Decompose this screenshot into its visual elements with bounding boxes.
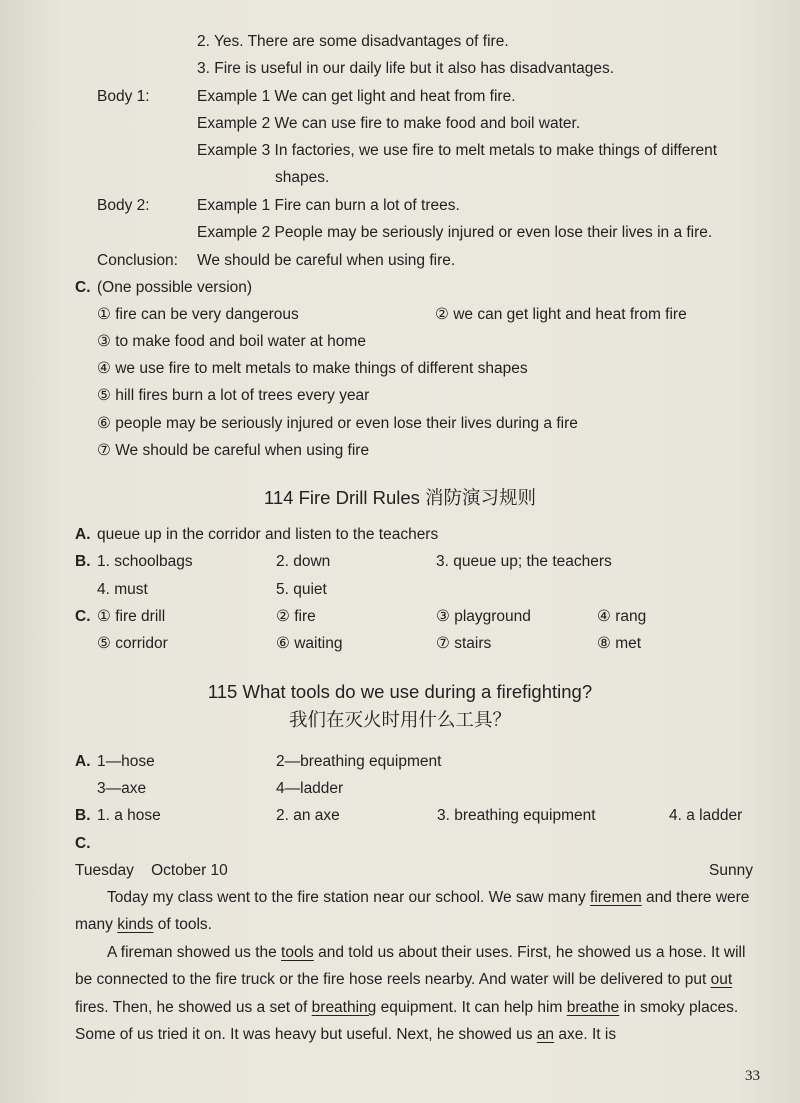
body2-example1: Example 1 Fire can burn a lot of trees. (197, 197, 460, 214)
s114-c-label: C. (75, 608, 91, 625)
s114-c-item-1: ① fire drill (97, 608, 166, 625)
part-c-label: C. (75, 279, 91, 296)
blank-breathing: breathing (311, 998, 377, 1016)
s114-c-item-2: ② fire (276, 608, 316, 625)
section-114-title: 114 Fire Drill Rules 消防演习规则 (263, 487, 537, 508)
s114-c-item-3: ③ playground (436, 608, 531, 625)
s115-c-label: C. (75, 835, 91, 852)
section-115-subtitle: 我们在灭火时用什么工具？ (288, 709, 511, 730)
s115-a-item-2: 2—breathing equipment (276, 753, 442, 770)
s115-b-label: B. (75, 807, 91, 824)
s115-a-item-1: 1—hose (97, 753, 155, 770)
s114-c-item-6: ⑥ waiting (276, 635, 343, 652)
s114-b-label: B. (75, 553, 91, 570)
s115-b-item-1: 1. a hose (97, 807, 161, 824)
s115-b-item-3: 3. breathing equipment (437, 807, 596, 824)
s114-c-item-7: ⑦ stairs (436, 635, 492, 652)
part-c-item-4: ④ we use fire to melt metals to make things of different shapes (97, 360, 528, 377)
thesis-line-3: 3. Fire is useful in our daily life but it also has disadvantages. (197, 60, 615, 77)
s115-b-item-2: 2. an axe (276, 807, 340, 824)
blank-tools: tools (281, 944, 314, 961)
body1-example1: Example 1 We can get light and heat from fire. (197, 88, 516, 105)
body1-example3: Example 3 In factories, we use fire to melt metals to make things of different (197, 142, 718, 159)
body1-example3-cont: shapes. (275, 169, 330, 186)
part-c-item-1: ① fire can be very dangerous (97, 306, 299, 323)
s115-a-label: A. (75, 753, 91, 770)
conclusion-text: We should be careful when using fire. (197, 252, 456, 269)
page-number: 33 (745, 1068, 760, 1084)
part-c-item-2: ② we can get light and heat from fire (435, 306, 687, 323)
s114-c-item-5: ⑤ corridor (97, 635, 168, 652)
blank-firemen: firemen (590, 889, 642, 906)
part-c-note: (One possible version) (97, 279, 253, 296)
s114-b-item-5: 5. quiet (276, 581, 327, 598)
thesis-line-2: 2. Yes. There are some disadvantages of fire. (197, 33, 509, 50)
blank-breathe: breathe (566, 998, 620, 1016)
s114-a-label: A. (75, 526, 91, 543)
s114-a-text: queue up in the corridor and listen to the teachers (97, 526, 439, 543)
blank-kinds: kinds (117, 916, 154, 934)
s115-a-item-3: 3—axe (97, 780, 147, 797)
part-c-item-6: ⑥ people may be seriously injured or even lose their lives during a fire (97, 415, 578, 432)
part-c-item-7: ⑦ We should be careful when using fire (97, 442, 370, 459)
section-115-title: 115 What tools do we use during a firefighting? (207, 681, 593, 702)
diary-weather: Sunny (709, 862, 753, 879)
diary-paragraph-2: A fireman showed us the tools and told us about their uses. First, he showed us a hose. It will be connected to the fire truck or the fire hose reels nearby. And water will be delivered to put out fires. Then, he showed us a set of breathing equipment. It can help him breathe in smoky places. Some of us tried it on. It was heavy but useful. Next, he showed us an axe. It is (75, 944, 746, 1043)
s114-b-item-1: 1. schoolbags (97, 553, 193, 570)
body2-example2: Example 2 People may be seriously injured or even lose their lives in a fire. (197, 224, 713, 241)
diary-date: Tuesday October 10 (75, 862, 228, 879)
s114-c-item-8: ⑧ met (597, 635, 642, 652)
s114-b-item-4: 4. must (97, 581, 148, 598)
conclusion-label: Conclusion: (97, 252, 178, 269)
blank-an: an (536, 1025, 555, 1043)
part-c-item-3: ③ to make food and boil water at home (97, 333, 366, 350)
body1-example2: Example 2 We can use fire to make food and boil water. (197, 115, 581, 132)
s114-b-item-3: 3. queue up; the teachers (436, 553, 612, 570)
blank-out: out (710, 971, 733, 989)
body2-label: Body 2: (97, 197, 150, 214)
part-c-item-5: ⑤ hill fires burn a lot of trees every year (97, 387, 370, 404)
s114-b-item-2: 2. down (276, 553, 331, 570)
s115-a-item-4: 4—ladder (276, 780, 344, 797)
s114-c-item-4: ④ rang (597, 608, 647, 625)
diary-paragraph-1: Today my class went to the fire station near our school. We saw many firemen and there were many kinds of tools. (75, 889, 750, 934)
body1-label: Body 1: (97, 88, 150, 105)
s115-b-item-4: 4. a ladder (669, 807, 743, 824)
